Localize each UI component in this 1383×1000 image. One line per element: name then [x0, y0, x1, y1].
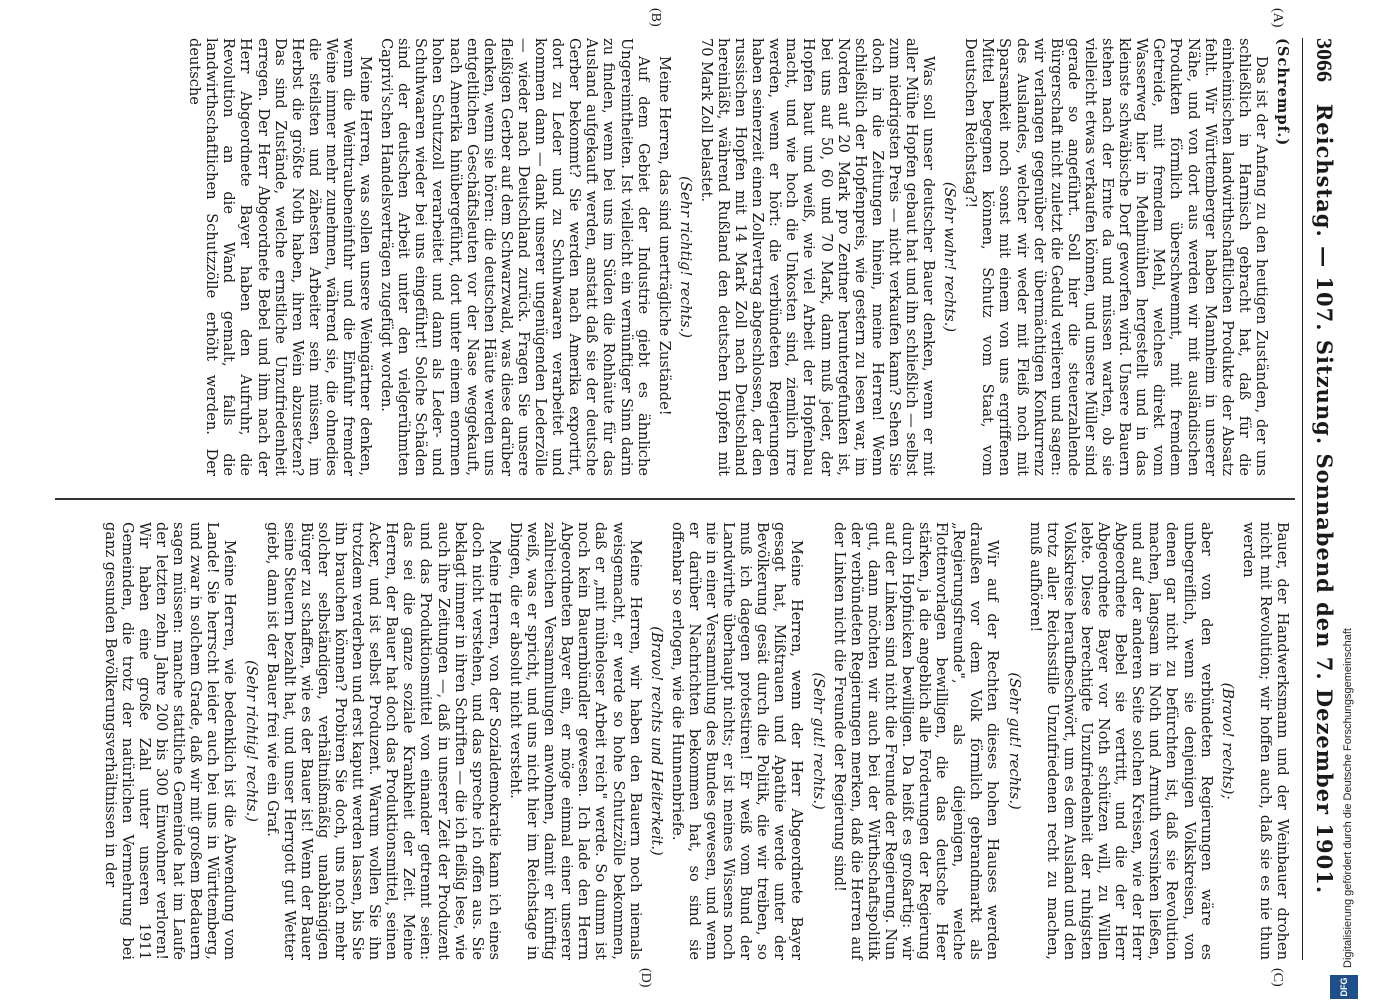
paragraph: Auf dem Gebiet der Industrie giebt es ähnliche Ungereimtheiten. Ist vielleicht ein vernünftiger Sinn darin zu finden, wenn bei uns im Süden die Rohhäute für das Ausland aufgekauft werden, anstatt daß sie der deutsche Gerber bekommt? Sie werden nach Amerika exportirt, dort zu Leder und zu Schuhwaaren verarbeitet und kommen dann — dank unserer ungenügenden Lederzölle — wieder nach Deutschland zurück. Fragen Sie unsere fleißigen Gerber auf dem Schwarzwald, was diese darüber denken, wenn sie hören: die deutschen Häute werden uns entgeltlichen Geschäftsleuten vor der Nase weggekauft, nach Amerika hinübergeführt, dort unter einem enormen hohen Schutzzoll verarbeitet und dann als Leder- und Schuhwaaren wieder bei uns eingeführt! Solche Schäden sind der deutschen Arbeit unter den vielgerühmten Caprivi'schen Handelsverträgen zugefügt worden.	[378, 38, 652, 476]
left-column	[61, 38, 1291, 476]
right-column	[61, 522, 1291, 960]
running-title: Reichstag. — 107. Sitzung. Sonnabend den 7. Dezember 1901.	[1312, 103, 1337, 895]
paragraph: Bauer, der Handwerksmann und der Weinbauer drohen nicht mit Revolution; wir hoffen auch, daß sie es nie thun werden	[1239, 522, 1291, 960]
interjection: (Sehr gut! rechts.)	[1005, 672, 1023, 810]
margin-marker-d: (D)	[638, 968, 653, 988]
margin-marker-a: (A)	[1270, 8, 1285, 28]
page-number: 3066	[1312, 38, 1337, 82]
paragraph: Meine Herren, das sind unerträgliche Zustände!	[655, 56, 673, 416]
interjection: (Sehr wahr! rechts.)	[941, 181, 959, 333]
interjection: (Sehr richtig! rechts.)	[676, 176, 694, 338]
digitization-credit-strip	[1328, 8, 1364, 998]
paragraph: Das ist der Anfang zu den heutigen Zuständen, der uns schließlich in Harnisch gebracht hat, daß für die einheimischen landwirthschaftlichen Produkte der Absatz fehlt. Wir Württemberger haben Mannheim in unserer Nähe, und von dort aus werden wir mit ausländischen Produkten förmlich überschwemmt, mit fremdem Getreide, mit fremdem Mehl, welches direkt vom Wasserweg hier in Mehlmühlen hergestellt und in das kleinste schwäbische Dorf geworfen wird. Unsere Bauern stehen nach der Ernte da und müssen warten, ob sie vielleicht etwas verkaufen können, und unsere Müller sind gerade so angeführt. Soll hier die steuerzahlende Bürgerschaft nicht zuletzt die Geduld verlieren und sagen: wir verlangen gegenüber der übermächtigen Konkurrenz des Auslandes, welcher wir weder mit Fleiß noch mit Sparsamkeit noch sonst mit einem von uns ergriffenen Mittel begegnen können, Schutz vom Staat, vom Deutschen Reichstag?!	[962, 38, 1270, 476]
paragraph: aber von den verbündeten Regierungen wäre es unbegreiflich, wenn sie denjenigen Volkskreisen, von denen gar nicht zu befürchten ist, daß sie Revolution machen, langsam in Noth und Armuth versinken ließen, und auf der anderen Seite solchen Kreisen, wie der Herr Abgeordnete Bebel sie vertritt, und die der Herr Abgeordnete Bayer vor Noth schützen will, zu Willen lebte. Diese berechtigte Unzufriedenheit der ruhigsten Volkskreise heraufbeschwört, um es dem Ausland und den trotz aller Reichsstille Unzufriedenen recht zu machen, muß aufhören!	[1026, 522, 1215, 960]
paragraph: Meine Herren, wenn der Herr Abgeordnete Bayer gesagt hat, Mißtrauen und Apathie werde unter der Bevölkerung gesät durch die Politik, die wir treiben, so muß ich dagegen protestiren! Er weiß vom Bund der Landwirthe überhaupt nichts; er ist meines Wissens noch nie in einer Versammlung des Bundes gewesen, und wenn er darüber Nachrichten bekommen hat, so sind sie offenbar so erlogen, wie die Hunnenbriefe.	[668, 522, 806, 960]
interjection: (Bravo! rechts und Heiterkeit.)	[647, 626, 665, 856]
column-divider	[55, 498, 1295, 500]
paragraph: Meine Herren, wie bedenklich ist die Abwendung vom Lande! Sie herrscht leider auch bei uns in Württemberg, und zwar in solchem Grade, daß wir mit großem Bedauern sagen müssen: manche stattliche Gemeinde hat im Laufe der letzten zehn Jahre 200 bis 300 Einwohner verloren! Wir haben eine große Zahl unter unseren 1911 Gemeinden, die trotz der natürlichen Vermehrung bei ganz gesunden Bevölkerungsverhältnissen in der	[101, 522, 239, 960]
page-content	[43, 8, 1343, 988]
interjection: (Bravo! rechts);	[1218, 682, 1236, 800]
paragraph: Meine Herren, von der Sozialdemokratie kann ich eines doch nicht verstehen, und das spreche ich offen aus. Sie beklagt immer in ihren Schriften — die ich fleißig lese, wie auch ihre Zeitungen —, daß in unserer Zeit der Produzent und das Produktionsmittel von einander getrennt seien: das sei die ganze soziale Krankheit der Zeit. Meine Herren, der Bauer hat doch das Produktionsmittel, seinen Acker, und ist selbst Produzent. Warum wollen Sie ihn trotzdem verderben und erst kaputt werden lassen, bis Sie ihn brauchen können? Probiren Sie doch, uns noch mehr solcher selbständigen, verhältnißmäßig unabhängigen Bürger zu schaffen, wie es der Bauer ist! Wenn der Bauer seine Steuern bezahlt hat, und unser Herrgott gut Wetter giebt, dann ist der Bauer frei wie ein Graf.	[263, 522, 503, 960]
margin-marker-c: (C)	[1270, 968, 1285, 987]
paragraph: Wir auf der Rechten dieses hohen Hauses werden draußen vor dem Volk förmlich gebrandmarkt als „Regierungsfreunde", als diejenigen, welche Flottenvorlagen bewilligen, die das deutsche Heer stärken, ja die angeblich alle Forderungen der Regierung durch Hopfnicken bewilligen. Da heißt es großartig: wir auf der Linken sind nicht die Freunde der Regierung. Nun gut, dann möchten wir auch bei der Wirthschaftspolitik der verbündeten Regierungen merken, daß die Herren auf der Linken nicht die Freunde der Regierung sind!	[830, 522, 1002, 960]
margin-marker-b: (B)	[648, 8, 663, 27]
dfg-logo-icon: DFG	[1330, 975, 1358, 999]
paragraph: Was soll unser deutscher Bauer denken, wenn er mit aller Mühe Hopfen gebaut hat und ihn schließlich — selbst zum niedrigsten Preis — nicht verkaufen kann? Sehen Sie doch in die Zeitungen hinein, meine Herren! Wenn schließlich der Hopfenpreis, wie gestern zu lesen war, im Norden auf 20 Mark pro Zentner heruntergefunken ist, bei uns auf 50, 60 und 70 Mark, dann muß jeder, der Hopfen baut und weiß, wie viel Arbeit der Hopfenbau macht, und wie hoch die Unkosten sind, ziemlich irre werden, wenn er hört: die verbündeten Regierungen haben seinerzeit einen Zollvertrag abgeschlossen, der den russischen Hopfen mit 14 Mark Zoll nach Deutschland hereinläßt, während Rußland den deutschen Hopfen mit 70 Mark Zoll belastet.	[697, 38, 938, 476]
interjection: (Sehr gut! rechts.)	[809, 672, 827, 810]
paragraph: Meine Herren, was sollen unsere Weingärtner denken, wenn die Weintraubeneinfuhr und die Einfuhr fremder Weine immer mehr zunehmen, während sie, die ohnedies die steilsten und zähesten Arbeiter sein müssen, im Herbst die größte Noth haben, ihren Wein abzusetzen? Das sind Zustände, welche ernstliche Unzufriedenheit erregen. Der Herr Abgeordnete Bebel und ihm nach der Herr Abgeordnete Bayer haben den Aufruhr, die Revolution an die Wand gemalt, falls die landwirthschaftlichen Schutzzölle erhöht werden. Der deutsche	[186, 38, 375, 476]
paragraph: Meine Herren, wir haben den Bauern noch niemals weisgemacht, er werde so hohe Schutzzölle bekommen, daß er „mit müheloser Arbeit reich" werde. So dumm ist noch kein Bauernbündler gewesen. Ich lade den Herrn Abgeordneten Bayer ein, er möge einmal einer unserer zahlreichen Versammlungen anwohnen, damit er künftig weiß, was er spricht, und uns nicht hier im Reichstage in Dingen, die er absolut nicht versteht.	[506, 522, 644, 960]
digitization-credit: Digitalisierung gefördert durch die Deutsche Forschungsgemeinschaft	[1342, 628, 1354, 968]
interjection: (Sehr richtig! rechts.)	[242, 660, 260, 822]
speaker-tag: (Schrempf.)	[1274, 38, 1291, 147]
